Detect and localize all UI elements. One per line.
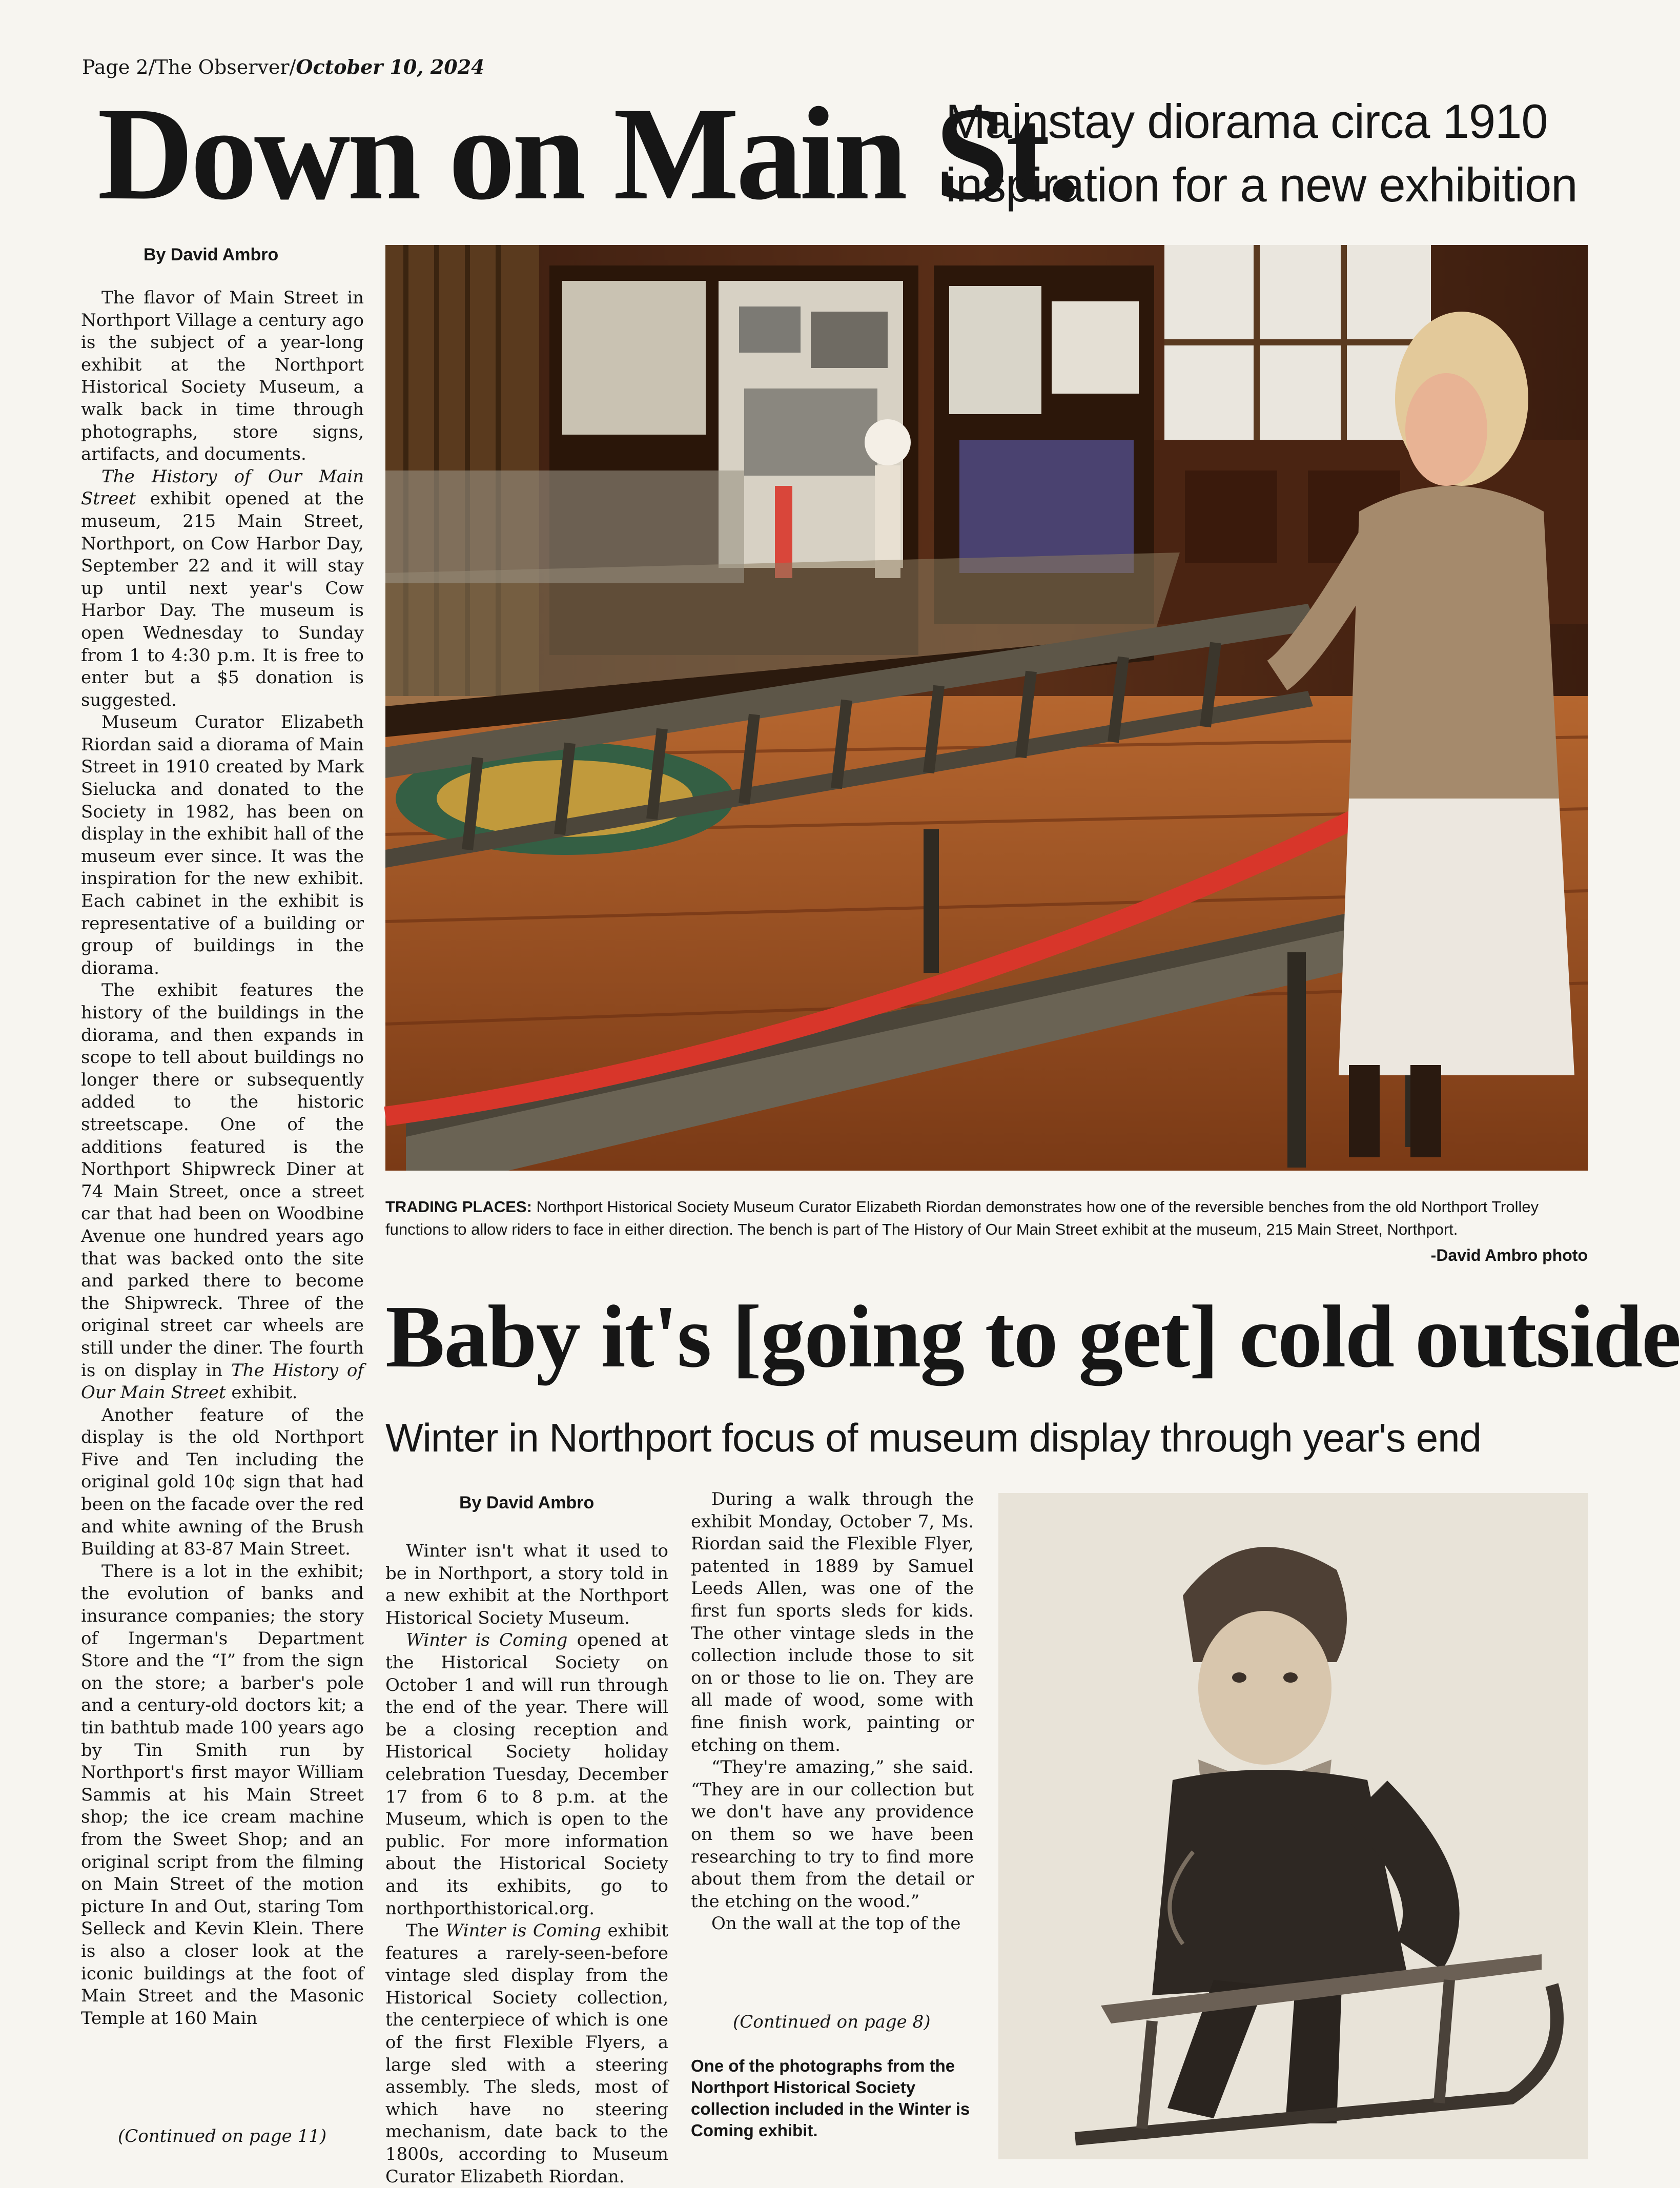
article-body-winter-col2 [691,1488,974,2033]
caption-label: TRADING PLACES: [385,1198,532,1216]
subhead-winter: Winter in Northport focus of museum display through year's end [385,1415,1481,1460]
exhibit-title: The History of Our Main Street [81,1360,364,1403]
paragraph-text: exhibit opened at the museum, 215 Main Street, Northport, on Cow Harbor Day, September 22 and it will stay up until next year's Cow Harbor Day. The museum is open Wednesday to Sunday from 1 to 4:30 p.m. It is free to enter but a $5 donation is suggested. [81,488,364,710]
paragraph: The flavor of Main Street in Northport Village a century ago is the subject of a year-long exhibit at the Northport Historical Society Museum, a walk back in time through photographs, store signs, artifacts, and documents. [81,288,364,465]
paragraph-text: The [406,1920,446,1941]
paragraph-text: exhibit. [226,1382,298,1403]
caption-text: Northport Historical Society Museum Curator Elizabeth Riordan demonstrates how one of the reversible benches from the old Northport Trolley functions to allow riders to face in either direction. The bench is part of The History of Our Main Street exhibit at the museum, 215 Main Street, Northport. [385,1198,1539,1238]
folio-paper: The Observer [155,56,290,78]
exhibit-title: Winter is Coming [445,1920,602,1941]
subhead-main [946,90,1602,217]
paragraph: Winter isn't what it used to be in Northport, a story told in a new exhibit at the Northport Historical Society Museum. [385,1541,668,1628]
paragraph: Another feature of the display is the old Northport Five and Ten including the original gold 10¢ sign that had been on the facade over the red and white awning of the Brush Building at 83-87 Main Street. [81,1404,364,1560]
photo-caption: One of the photographs from the Northport Historical Society collection included in the Winter is Coming exhibit. [691,2056,970,2140]
article-body-main-street [81,287,364,2148]
paragraph: There is a lot in the exhibit; the evolution of banks and insurance companies; the story of Ingerman's Department Store and the “I” from the sign on the store; a barber's pole and a century-old doctors kit; a tin bathtub made 100 years ago by Tin Smith run by Northport's first mayor William Sammis at his Main Street shop; the ice cream machine from the Sweet Shop; and an original script from the filming on Main Street of the motion picture In and Out, staring Tom Selleck and Kevin Klein. There is also a closer look at the iconic buildings at the foot of Main Street and the Masonic Temple at 160 Main [81,1561,364,2029]
paragraph [81,979,364,1404]
byline: By David Ambro [459,1493,595,1512]
exhibit-title: Winter is Coming [406,1630,568,1651]
paragraph [385,1629,668,1920]
headline-winter: Baby it's [going to get] cold outside [385,1287,1680,1386]
paragraph-text: opened at the Historical Society on October 1 and will run through the end of the year. There will be a closing reception and Historical Society holiday celebration Tuesday, December 17 from 6 to 8 p.m. at the Museum, which is open to the public. For more information about the Historical Society and its exhibits, go to northporthistorical.org. [385,1630,669,1919]
paragraph [81,466,364,712]
photo-trolley-bench [385,245,1588,1171]
folio-date: October 10, 2024 [296,55,485,78]
byline: By David Ambro [144,245,279,264]
continued-note: (Continued on page 11) [118,2126,327,2146]
article-body-winter-col1 [385,1540,669,2187]
photo-caption [385,1196,1588,1241]
photo-child-on-sled [998,1493,1588,2159]
folio: Page 2/The Observer/October 10, 2024 [82,55,485,78]
paragraph: “They're amazing,” she said. “They are in our collection but we don't have any providence on them so we have been researching to try to find more about them from the detail or the etching on the wood.” [691,1757,974,1912]
paragraph: On the wall at the top of the [711,1913,961,1934]
paragraph-text: exhibit features a rarely-seen-before vintage sled display from the Historical Society collection, the centerpiece of which is one of the first Flexible Flyers, a large sled with a steering assembly. The sleds, most of which have no steering mechanism, date back to the 1800s, according to Museum Curator Elizabeth Riordan. [385,1920,668,2187]
folio-page: Page 2 [82,56,149,78]
paragraph [385,1920,668,2188]
subhead-line-2: inspiration for a new exhibition [946,158,1577,212]
continued-note: (Continued on page 8) [733,2012,931,2032]
exhibit-title: The History of Our Main Street [81,466,364,509]
paragraph-text: The exhibit features the history of the buildings in the diorama, and then expands in scope to tell about buildings no longer there or subsequently added to the historic streetscape. One of the additions featured is the Northport Shipwreck Diner at 74 Main Street, once a street car that had been on Woodbine Avenue one hundred years ago that was backed onto the site and parked there to become the Shipwreck. Three of the original street car wheels are still under the diner. The fourth is on display in [81,980,364,1381]
paragraph: During a walk through the exhibit Monday, October 7, Ms. Riordan said the Flexible Flyer, patented in 1889 by Samuel Leeds Allen, was one of the first fun sports sleds for kids. The other vintage sleds in the collection include those to sit on or those to lie on. They are all made of wood, some with fine finish work, painting or etching on them. [691,1489,974,1755]
photo-credit: -David Ambro photo [1430,1246,1588,1264]
headline-main: Down on Main St. [97,80,1078,228]
subhead-line-1: Mainstay diorama circa 1910 [946,94,1548,148]
paragraph: Museum Curator Elizabeth Riordan said a diorama of Main Street in 1910 created by Mark Sielucka and donated to the Society in 1982, has been on display in the exhibit hall of the museum ever since. It was the inspiration for the new exhibit. Each cabinet in the exhibit is representative of a building or group of buildings in the diorama. [81,712,364,978]
